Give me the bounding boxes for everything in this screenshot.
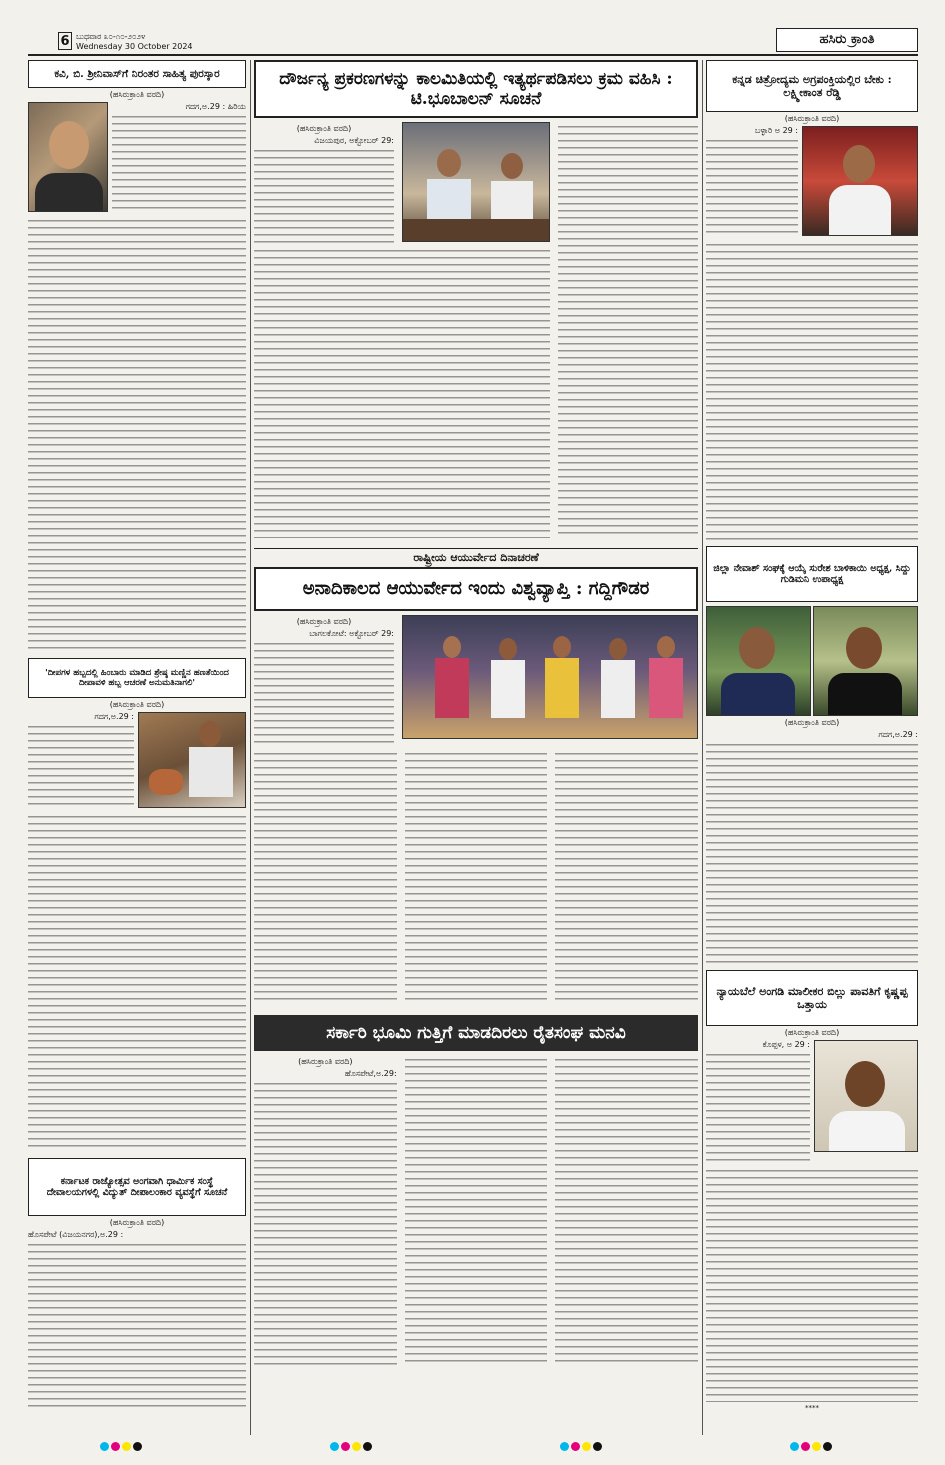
story-lighting-headline-box [28, 1158, 246, 1216]
story-award-text-top [112, 112, 246, 212]
registration-marks-left [100, 1442, 142, 1451]
story-film-text-top [706, 136, 798, 236]
story-ration-end-mark: **** [805, 1404, 819, 1412]
section-masthead: ಹಸಿರು ಕ್ರಾಂತಿ [776, 28, 918, 52]
story-diwali-text-top [28, 722, 134, 806]
story-nevash-dateline: ಗದಗ,ಅ.29 : [878, 730, 918, 739]
ayurveda-headline: ಅನಾದಿಕಾಲದ ಆಯುರ್ವೇದ ಇಂದು ವಿಶ್ವವ್ಯಾಪ್ತಿ : ಗದ್ದಿಗೌಡರ [302, 578, 650, 600]
story-award-byline: (ಹಸಿರುಕ್ರಾಂತಿ ವರದಿ) [109, 90, 165, 99]
story-nevash-byline: (ಹಸಿರುಕ್ರಾಂತಿ ವರದಿ) [784, 718, 840, 727]
left-column [28, 60, 246, 1408]
story-ration-dateline: ಕೊಪ್ಪಳ, ಅ 29 : [762, 1040, 810, 1049]
story-ration-headline: ನ್ಯಾಯಬೆಲೆ ಅಂಗಡಿ ಮಾಲೀಕರ ಬಿಲ್ಲು ಪಾವತಿಗೆ ಕೃಷ್ಣಪ್ಪ ಒತ್ತಾಯ [716, 984, 908, 1011]
ayurveda-kicker: ರಾಷ್ಟ್ರೀಯ ಆಯುರ್ವೇದ ದಿನಾಚರಣೆ [413, 551, 539, 564]
farmers-text-2 [405, 1055, 548, 1367]
story-nevash-text [706, 740, 918, 964]
story-lighting-byline: (ಹಸಿರುಕ್ರಾಂತಿ ವರದಿ) [109, 1218, 165, 1227]
farmers-byline: (ಹಸಿರುಕ್ರಾಂತಿ ವರದಿ) [298, 1057, 353, 1066]
story-lighting-headline: ಕರ್ನಾಟಕ ರಾಜ್ಯೋತ್ಸವ ಅಂಗವಾಗಿ ಧಾರ್ಮಿಕ ಸಂಸ್ಥೆ ದೇವಾಲಯಗಳಲ್ಲಿ ವಿದ್ಯುತ್ ದೀಪಾಲಂಕಾರ ವ್ಯವಸ್ಥೆಗೆ ಸೂಚನೆ [46, 1175, 228, 1198]
lead-story-text-1 [254, 146, 394, 244]
ayurveda-text-4 [555, 749, 698, 1005]
krishnappa-photo [814, 1040, 918, 1152]
lead-story-headline: ದೌರ್ಜನ್ಯ ಪ್ರಕರಣಗಳನ್ನು ಕಾಲಮಿತಿಯಲ್ಲಿ ಇತ್ಯರ್ಥಪಡಿಸಲು ಕ್ರಮ ವಹಿಸಿ : ಟಿ.ಭೂಬಾಲನ್ ಸೂಚನೆ [279, 68, 673, 109]
page-header [28, 28, 918, 56]
column-rule-right [702, 60, 703, 1435]
story-ration-text-top [706, 1050, 810, 1162]
story-film-byline: (ಹಸಿರುಕ್ರಾಂತಿ ವರದಿ) [784, 114, 840, 123]
portrait-photo-srinivas [28, 102, 108, 212]
issue-date-english: Wednesday 30 October 2024 [76, 42, 193, 51]
story-ration-text [706, 1166, 918, 1402]
center-column [254, 60, 698, 1367]
story-ration-headline-box [706, 970, 918, 1026]
lead-story-byline: (ಹಸಿರುಕ್ರಾಂತಿ ವರದಿ) [296, 124, 352, 133]
farmers-dateline: ಹೊಸಪೇಟೆ,ಅ.29: [344, 1069, 397, 1078]
story-diwali-headline-box [28, 658, 246, 698]
story-award-text [28, 216, 246, 652]
page-number: 6 [58, 32, 72, 50]
story-diwali-dateline: ಗದಗ,ಅ.29 : [94, 712, 134, 721]
story-film-headline-box [706, 60, 918, 112]
story-film-headline: ಕನ್ನಡ ಚಿತ್ರೋದ್ಯಮ ಅಗ್ರಪಂಕ್ತಿಯಲ್ಲಿರ ಬೇಕು : ಲಕ್ಷ್ಮೀಕಾಂತ ರೆಡ್ಡಿ [732, 72, 892, 99]
issue-date [76, 32, 193, 52]
farmers-headline: ಸರ್ಕಾರಿ ಭೂಮಿ ಗುತ್ತಿಗೆ ಮಾಡದಿರಲು ರೈತಸಂಘ ಮನವಿ [254, 1015, 698, 1051]
ayurveda-text-3 [405, 749, 548, 1005]
issue-date-kannada: ಬುಧವಾರ ೩೦-೧೦-೨೦೨೪ [76, 32, 146, 41]
story-film-text [706, 240, 918, 540]
lead-story-dateline: ವಿಜಯಪುರ, ಅಕ್ಟೋಬರ್ 29: [314, 136, 394, 145]
registration-marks-right [790, 1442, 832, 1451]
meeting-photo [402, 122, 550, 242]
story-diwali-text [28, 812, 246, 1152]
lakshmikantha-reddy-photo [802, 126, 918, 236]
ayurveda-headline-box [254, 567, 698, 611]
story-lighting-dateline: ಹೊಸಪೇಟೆ (ವಿಜಯನಗರ),ಅ.29 : [28, 1230, 124, 1239]
story-award-headline-box [28, 60, 246, 88]
story-film-dateline: ಬಳ್ಳಾರಿ ಅ 29 : [754, 126, 798, 135]
ayurveda-text-1 [254, 639, 394, 745]
registration-marks-center-left [330, 1442, 372, 1451]
story-award-headline: ಕವಿ, ಬಿ. ಶ್ರೀನಿವಾಸ್‌ಗೆ ನಿರಂತರ ಸಾಹಿತ್ಯ ಪುರಸ್ಕಾರ [54, 67, 220, 80]
lead-story-text-2 [254, 246, 550, 538]
farmers-text-3 [555, 1055, 698, 1367]
story-nevash-headline: ಜಿಲ್ಲಾ ನೇವಾಶ್ ಸಂಘಕ್ಕೆ ಆಯ್ಕೆ ಸುರೇಶ ಬಾಳಿಕಾಯಿ ಅಧ್ಯಕ್ಷ, ಸಿದ್ದು ಗುಡಿಮನಿ ಉಪಾಧ್ಯಕ್ಷ [713, 562, 911, 585]
right-column [706, 60, 918, 1412]
column-rule-left [250, 60, 251, 1435]
ayurveda-dateline: ಬಾಗಲಕೋಟೆ: ಅಕ್ಟೋಬರ್ 29: [309, 629, 394, 638]
lead-story-text-3 [558, 122, 698, 538]
story-award-dateline: ಗದಗ,ಅ.29 : ಹಿರಿಯ [185, 102, 246, 111]
ayurveda-byline: (ಹಸಿರುಕ್ರಾಂತಿ ವರದಿ) [296, 617, 352, 626]
story-nevash-headline-box [706, 546, 918, 602]
story-diwali-headline: 'ದೀಪಗಳ ಹಬ್ಬದಲ್ಲಿ ಹಿಂಬಾರು ಮಾಡಿದ ಶ್ರೇಷ್ಠ ಮಣ್ಣಿನ ಹಣತೆಯಿಂದ ದೀಪಾವಳಿ ಹಬ್ಬ ಆಚರಣೆ ಅನುಮತಿನಾಗಲಿ' [45, 667, 229, 688]
siddu-gudimani-photo [813, 606, 918, 716]
registration-marks-center-right [560, 1442, 602, 1451]
potter-photo [138, 712, 246, 808]
story-ration-byline: (ಹಸಿರುಕ್ರಾಂತಿ ವರದಿ) [784, 1028, 840, 1037]
lead-story-headline-box [254, 60, 698, 118]
suresh-balikai-photo [706, 606, 811, 716]
story-diwali-byline: (ಹಸಿರುಕ್ರಾಂತಿ ವರದಿ) [109, 700, 165, 709]
story-lighting-text [28, 1240, 246, 1408]
ayurveda-text-2 [254, 749, 397, 1005]
farmers-text-1 [254, 1079, 397, 1365]
ayurveda-event-photo [402, 615, 698, 739]
